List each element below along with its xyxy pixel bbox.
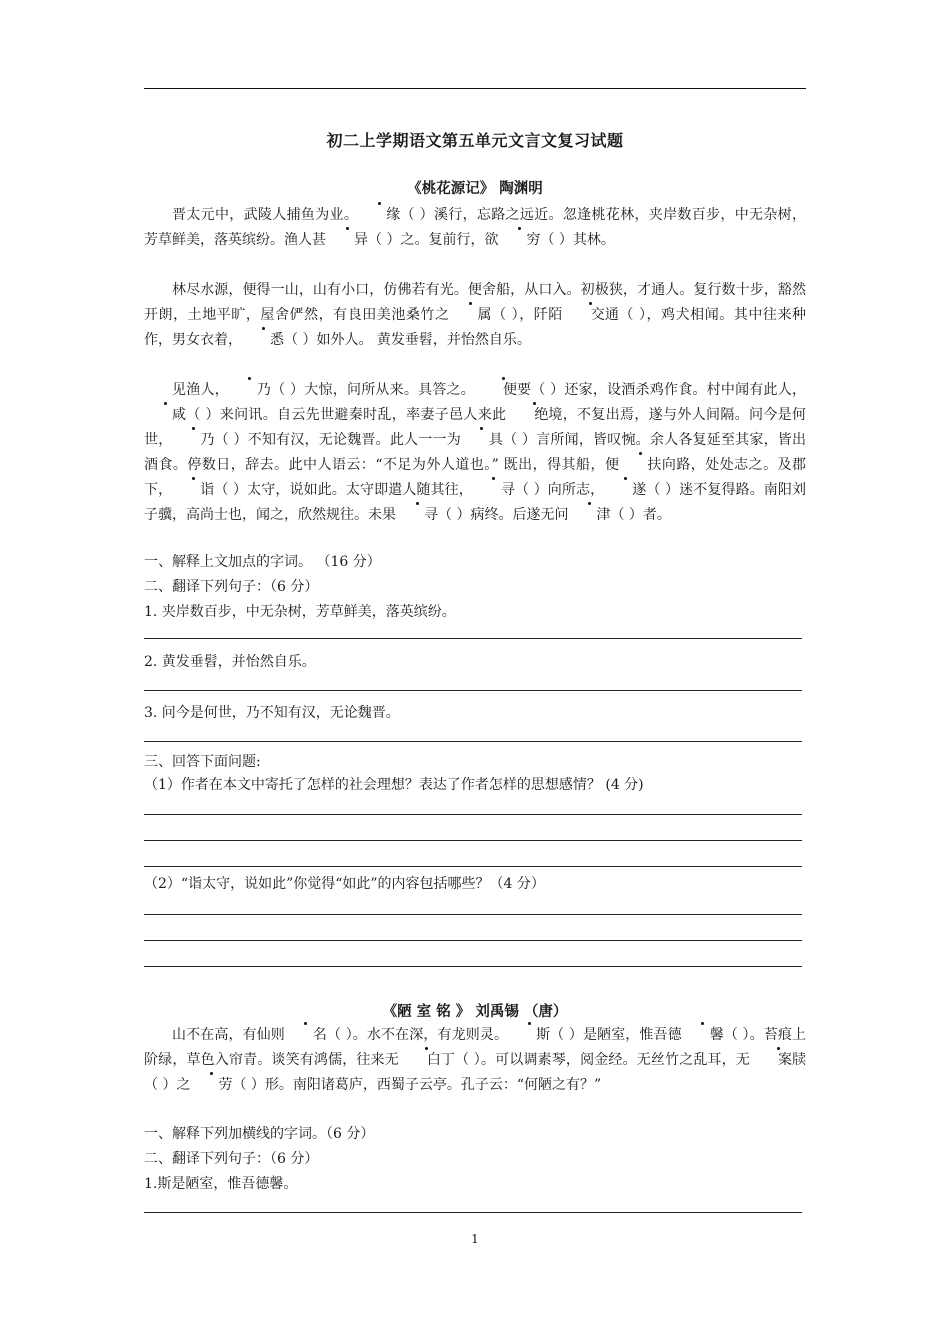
text-run: （ ）。水不在深，有龙则灵。 <box>326 1027 509 1043</box>
question-3-2: （2）“诣太守，说如此”你觉得“如此”的内容包括哪些？（4 分） <box>144 876 545 892</box>
text-run: （ ）者。 <box>610 507 671 523</box>
answer-line[interactable] <box>144 741 802 742</box>
translate-item-1: 1. 夹岸数百步，中无杂树，芳草鲜美，落英缤纷。 <box>144 604 456 620</box>
dotted-keyword: 诣 <box>172 478 214 503</box>
text-run: （ ）大惊，问所从来。具答之。 <box>270 382 476 398</box>
dotted-keyword: 悉 <box>242 328 284 353</box>
loushi-translate-item-1: 1.斯是陋室，惟吾德馨。 <box>144 1176 298 1192</box>
dotted-keyword: 缘 <box>358 203 400 228</box>
dotted-keyword: 寻 <box>473 478 515 503</box>
text-run: 见渔人， <box>172 382 229 398</box>
text-run: （ ），阡陌 <box>491 307 563 323</box>
answer-line[interactable] <box>144 638 802 639</box>
text-run: （ ）向所志， <box>514 482 605 498</box>
passage-paragraph-loushiming <box>144 1023 806 1098</box>
dotted-keyword: 名 <box>285 1023 327 1048</box>
text-run: （ ）。苔痕上阶绿，草色入帘青。谈笑有鸿儒，往来无 <box>144 1027 807 1068</box>
header-rule <box>144 88 806 89</box>
dotted-keyword: 馨 <box>682 1023 724 1048</box>
text-run: ，不复出焉，遂与外人间隔。问今是何世， <box>144 407 807 448</box>
dotted-keyword: 咸 <box>144 403 186 428</box>
page-title: 初二上学期语文第五单元文言文复习试题 <box>326 131 624 150</box>
dotted-keyword: 劳 <box>190 1073 232 1098</box>
translate-item-3: 3. 问今是何世，乃不知有汉，无论魏晋。 <box>144 705 400 721</box>
passage-paragraph-1 <box>144 203 806 253</box>
text-run: （ ），鸡犬相闻。其中往来种作，男女衣着， <box>144 307 807 348</box>
loushi-question-1-heading: 一、解释下列加横线的字词。（6 分） <box>144 1126 375 1142</box>
answer-line[interactable] <box>144 866 802 867</box>
question-2-heading: 二、翻译下列句子：（6 分） <box>144 579 319 595</box>
loushi-question-2-heading: 二、翻译下列句子：（6 分） <box>144 1151 319 1167</box>
text-run: （ ）言所闻，皆叹惋。余人各复延至其家，皆出酒食。停数日，辞去。此中人语云：“不足为外人道也。” 既出，得其船，便 <box>144 432 807 473</box>
text-run: （ ）。可以调素琴，阅金经。无丝竹之乱耳，无 <box>454 1052 750 1068</box>
text-run: （ ）还家，设酒杀鸡作食。村中闻有此人， <box>531 382 807 398</box>
dotted-keyword: 白丁 <box>399 1048 455 1073</box>
answer-line[interactable] <box>144 940 802 941</box>
answer-line[interactable] <box>144 966 802 967</box>
section-heading-loushiming: 《陋 室 铭 》 刘禹锡 （唐） <box>382 1003 568 1020</box>
dotted-keyword: 扶 <box>619 453 661 478</box>
question-3-heading: 三、回答下面问题: <box>144 754 261 770</box>
passage-paragraph-3 <box>144 378 806 528</box>
dotted-keyword: 乃 <box>172 428 214 453</box>
page-number: 1 <box>471 1232 479 1246</box>
answer-line[interactable] <box>144 840 802 841</box>
answer-line[interactable] <box>144 914 802 915</box>
text-run: （ ）之 <box>144 1077 191 1093</box>
dotted-keyword: 便要 <box>475 378 531 403</box>
question-3-1: （1）作者在本文中寄托了怎样的社会理想？表达了作者怎样的思想感情？ (4 分) <box>144 777 644 793</box>
text-run: （ ）之。复前行，欲 <box>368 232 499 248</box>
text-run: （ ）迷不复得路。南阳刘子骥，高尚士也，闻之，欣然规往。未果 <box>144 482 807 523</box>
question-1-heading: 一、解释上文加点的字词。 （16 分） <box>144 554 381 570</box>
passage-paragraph-2 <box>144 278 806 353</box>
text-run: 晋太元中，武陵人捕鱼为业。 <box>172 207 359 223</box>
section-heading-taohuayuanji: 《桃花源记》 陶渊明 <box>407 180 543 197</box>
dotted-keyword: 斯 <box>508 1023 550 1048</box>
text-run: （ ）来问讯。自云先世避秦时乱，率妻子邑人来此 <box>186 407 507 423</box>
text-run: （ ）其林。 <box>540 232 615 248</box>
text-run: 向路，处处志之。及郡下， <box>144 457 807 498</box>
dotted-keyword: 绝境 <box>506 403 562 428</box>
text-run: 林尽水源，便得一山，山有小口，仿佛若有光。便舍船，从口入。初极狭，才通人。复行数十步，豁然开朗，土地平旷，屋舍俨然，有良田美池桑竹之 <box>144 282 806 323</box>
dotted-keyword: 乃 <box>229 378 271 403</box>
text-run: （ ）溪行，忘路之远近。忽逢桃花林，夹岸数百步，中无杂树，芳草鲜美，落英缤纷。渔人甚 <box>144 207 807 248</box>
text-run: （ ）太守，说如此。太守即遣人随其往， <box>214 482 473 498</box>
dotted-keyword: 津 <box>568 503 610 528</box>
dotted-keyword: 寻 <box>396 503 438 528</box>
dotted-keyword: 案牍 <box>750 1048 806 1073</box>
text-run: （ ）病终。后遂无问 <box>438 507 569 523</box>
text-run: （ ）不知有汉，无论魏晋。此人一一为 <box>214 432 461 448</box>
dotted-keyword: 异 <box>326 228 368 253</box>
translate-item-2: 2. 黄发垂髫，并怡然自乐。 <box>144 654 316 670</box>
answer-line[interactable] <box>144 814 802 815</box>
text-run: 山不在高，有仙则 <box>172 1027 285 1043</box>
answer-line[interactable] <box>144 1212 802 1213</box>
dotted-keyword: 具 <box>461 428 503 453</box>
text-run: （ ）如外人。 黄发垂髫，并怡然自乐。 <box>284 332 531 348</box>
text-run: （ ）是陋室，惟吾德 <box>550 1027 682 1043</box>
dotted-keyword: 属 <box>450 303 492 328</box>
dotted-keyword: 交通 <box>563 303 619 328</box>
answer-line[interactable] <box>144 690 802 691</box>
dotted-keyword: 穷 <box>498 228 540 253</box>
dotted-keyword: 遂 <box>604 478 646 503</box>
text-run: （ ）形。南阳诸葛庐，西蜀子云亭。孔子云：“何陋之有？” <box>232 1077 602 1093</box>
